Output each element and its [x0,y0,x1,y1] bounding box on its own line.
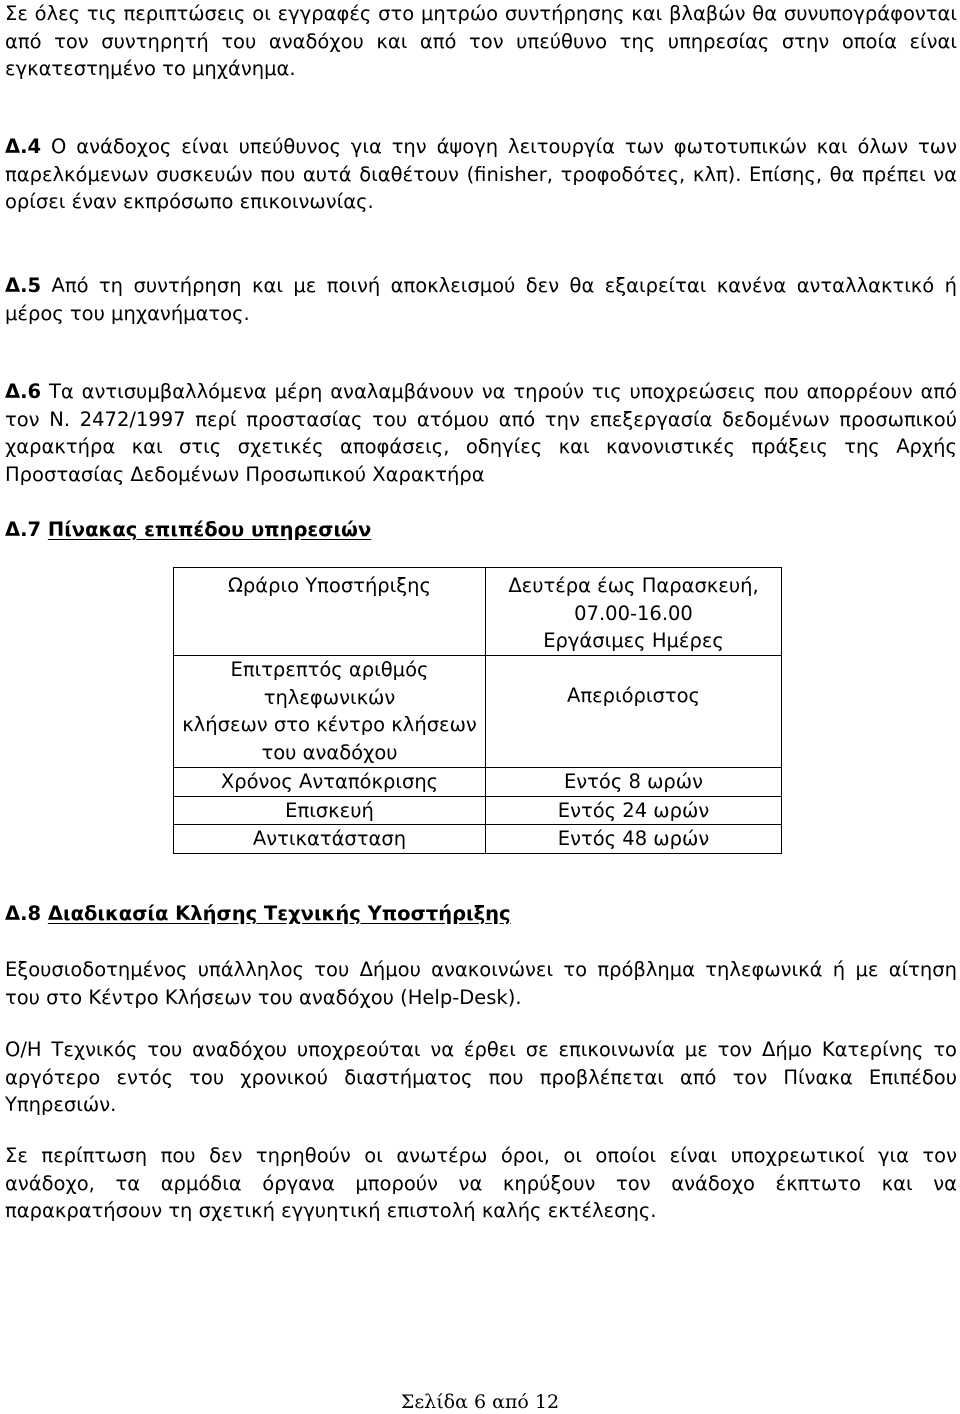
section-d7-title: Πίνακας επιπέδου υπηρεσιών [47,518,372,541]
cell-line: Εντός 48 ωρών [557,827,710,850]
section-d8-text-1: Εξουσιοδοτημένος υπάλληλος του Δήμου ανακοινώνει το πρόβλημα τηλεφωνικά ή με αίτηση του στο Κέντρο Κλήσεων του αναδόχου (Help-Desk). [5,958,957,1009]
cell-line: κλήσεων στο κέντρο κλήσεων [182,713,477,736]
table-cell-value [486,825,782,854]
cell-line: Επισκευή [285,798,374,822]
section-d8-paragraph-1 [5,956,957,1011]
intro-text: Σε όλες τις περιπτώσεις οι εγγραφές στο μητρώο συντήρησης και βλαβών θα συνυπογράφονται από τον συντηρητή του αναδόχου και από τον υπεύθυνο της υπηρεσίας στην οποία είναι εγκατεστημένο το μηχάνημα. [5,2,957,80]
table-cell-label [174,568,486,656]
cell-line: του αναδόχου [261,740,398,764]
section-d5-number: Δ.5 [5,274,42,297]
cell-line: Εντός 24 ωρών [557,798,710,822]
cell-line: Εντός 8 ωρών [563,769,704,793]
table-row [174,568,782,656]
cell-line: Χρόνος Ανταπόκρισης [220,769,439,793]
section-d7-heading [5,516,371,544]
section-d5-text: Από τη συντήρηση και με ποινή αποκλεισμού δεν θα εξαιρείται κανένα ανταλλακτικό ή μέρος του μηχανήματος. [5,274,957,325]
cell-line: 07.00-16.00 [574,601,693,625]
cell-line: Ωράριο Υποστήριξης [228,574,431,597]
section-d4-number: Δ.4 [5,135,42,158]
section-d8-number: Δ.8 [5,902,42,925]
section-d8-paragraph-2 [5,1036,957,1119]
section-d8-title: Διαδικασία Κλήσης Τεχνικής Υποστήριξης [47,902,511,925]
section-d6-number: Δ.6 [5,380,42,403]
table-cell-label [174,796,486,825]
table-cell-label [174,767,486,796]
intro-paragraph [5,0,957,83]
table-cell-label [174,825,486,854]
section-d4-paragraph [5,133,957,216]
table-row [174,796,782,825]
service-level-table [173,567,782,854]
cell-line: Αντικατάσταση [252,827,407,850]
section-d8-heading [5,900,511,928]
cell-line: τηλεφωνικών [263,685,396,709]
cell-line: Απεριόριστος [567,683,700,707]
cell-line: Δευτέρα έως Παρασκευή, [508,574,759,597]
page-number-footer: Σελίδα 6 από 12 [400,1391,560,1413]
table-row [174,767,782,796]
table-row [174,825,782,854]
cell-line: Επιτρεπτός αριθμός [230,658,429,681]
section-d6-text: Τα αντισυμβαλλόμενα μέρη αναλαμβάνουν να τηρούν τις υποχρεώσεις που απορρέουν από τον Ν. 2472/1997 περί προστασίας του ατόμου από την επεξεργασία δεδομένων προσωπικού χαρακτήρα και στις σχετικές αποφάσεις, οδηγίες και κανονιστικές πράξεις της Αρχής Προστασίας Δεδομένων Προσωπικού Χαρακτήρα [5,380,957,486]
section-d8-text-2: Ο/Η Τεχνικός του αναδόχου υποχρεούται να έρθει σε επικοινωνία με τον Δήμο Κατερίνης το αργότερο εντός του χρονικού διαστήματος που προβλέπεται από τον Πίνακα Επιπέδου Υπηρεσιών. [5,1038,957,1116]
section-d5-paragraph [5,272,957,327]
section-d7-number: Δ.7 [5,518,42,541]
section-d8-text-3: Σε περίπτωση που δεν τηρηθούν οι ανωτέρω όροι, οι οποίοι είναι υποχρεωτικοί για τον ανάδοχο, τα αρμόδια όργανα μπορούν να κηρύξουν τον ανάδοχο έκπτωτο και να παρακρατήσουν τη σχετική εγγυητική επιστολή καλής εκτέλεσης. [5,1144,957,1222]
section-d4-text: Ο ανάδοχος είναι υπεύθυνος για την άψογη λειτουργία των φωτοτυπικών και όλων των παρελκόμενων συσκευών που αυτά διαθέτουν (finisher, τροφοδότες, κλπ). Επίσης, θα πρέπει να ορίσει έναν εκπρόσωπο επικοινωνίας. [5,135,957,213]
table-row [174,655,782,767]
section-d6-paragraph [5,378,957,488]
section-d8-paragraph-3 [5,1142,957,1225]
table-cell-value [486,767,782,796]
table-cell-value [486,655,782,767]
table-cell-value [486,796,782,825]
table-cell-label [174,655,486,767]
cell-line: Εργάσιμες Ημέρες [543,629,724,652]
table-cell-value [486,568,782,656]
